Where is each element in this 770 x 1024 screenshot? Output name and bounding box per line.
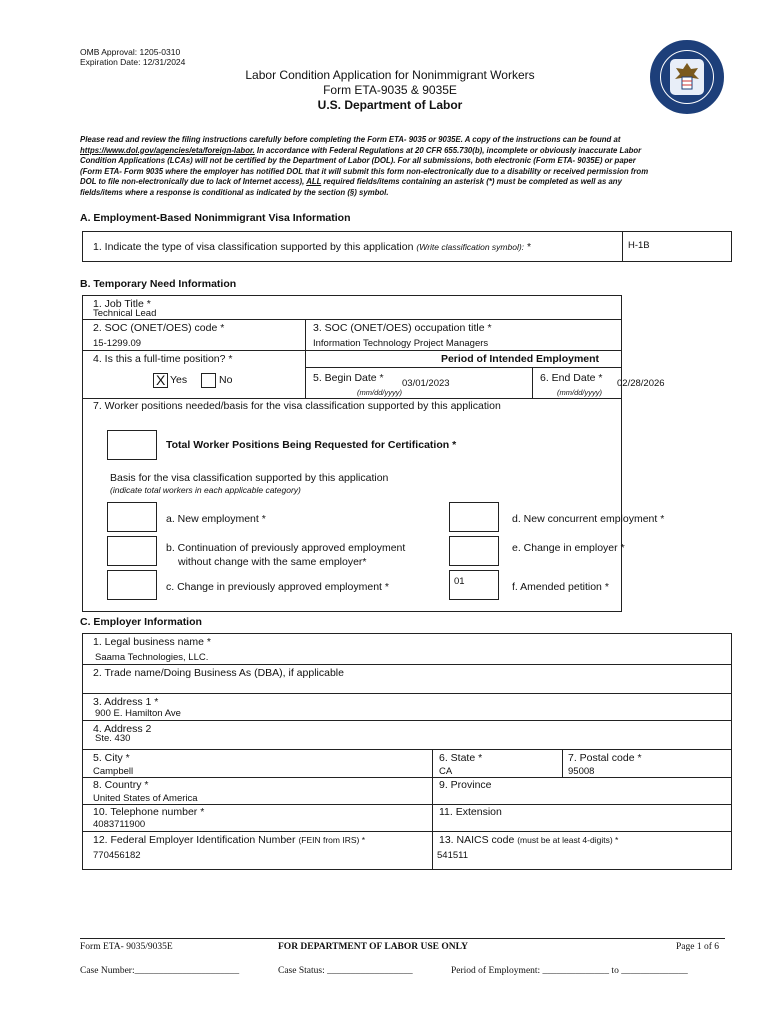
dba-label: 2. Trade name/Doing Business As (DBA), if applicable (93, 667, 344, 679)
fein-label-star: * (359, 835, 366, 845)
basis-label: Basis for the visa classification supported by this application (110, 472, 389, 484)
extension-label: 11. Extension (439, 806, 502, 818)
begin-date-hint: (mm/dd/yyyy) (357, 388, 402, 397)
address2-label: 4. Address 2 (93, 723, 152, 735)
new-concurrent-field[interactable] (449, 502, 499, 532)
instructions-all: ALL (306, 177, 322, 186)
total-positions-label: Total Worker Positions Being Requested for Certification * (166, 439, 457, 451)
begin-date-field[interactable]: 03/01/2023 (402, 378, 450, 389)
end-date-label: 6. End Date * (540, 372, 603, 384)
yes-checkmark: X (156, 372, 166, 388)
footer-page-number: Page 1 of 6 (676, 942, 720, 952)
telephone-field[interactable]: 4083711900 (93, 819, 146, 830)
naics-field[interactable]: 541511 (437, 850, 468, 861)
section-a-heading: A. Employment-Based Nonimmigrant Visa Information (80, 212, 351, 224)
postal-code-field[interactable]: 95008 (568, 766, 595, 777)
fein-label (93, 834, 365, 846)
footer-case-status: Case Status: __________________ (278, 966, 413, 976)
change-employer-label: e. Change in employer * (512, 542, 625, 554)
amended-petition-value: 01 (454, 576, 465, 587)
country-label: 8. Country * (93, 779, 149, 791)
period-heading: Period of Intended Employment (440, 353, 600, 365)
expiration-date: Expiration Date: 12/31/2024 (80, 57, 186, 67)
instructions (80, 135, 730, 198)
end-date-hint: (mm/dd/yyyy) (557, 388, 602, 397)
footer-dol-use: FOR DEPARTMENT OF LABOR USE ONLY (278, 942, 468, 952)
yes-label: Yes (170, 374, 188, 386)
instructions-line: Please read and review the filing instructions carefully before completing the Form ETA- 9035 or 9035E. A copy of the instructions can be found at (80, 135, 621, 144)
naics-label (439, 834, 618, 846)
address2-field[interactable]: Ste. 430 (95, 733, 131, 744)
province-label: 9. Province (439, 779, 492, 791)
omb-approval: OMB Approval: 1205-0310 (80, 47, 181, 57)
change-employer-field[interactable] (449, 536, 499, 566)
instructions-line (80, 146, 730, 157)
fein-field[interactable]: 770456182 (93, 850, 141, 861)
naics-label-hint: (must be at least 4-digits) (517, 835, 613, 845)
form-title: Labor Condition Application for Nonimmigrant Workers (245, 68, 535, 82)
visa-label-text: 1. Indicate the type of visa classification supported by this application (93, 241, 414, 253)
fulltime-yes-checkbox[interactable] (153, 373, 168, 388)
footer-period: Period of Employment: ______________ to ______________ (451, 966, 688, 976)
legal-name-label: 1. Legal business name * (93, 636, 211, 648)
city-field[interactable]: Campbell (93, 766, 134, 777)
fulltime-no-checkbox[interactable] (201, 373, 216, 388)
continuation-label-2: without change with the same employer* (178, 556, 367, 568)
new-concurrent-label: d. New concurrent employment * (512, 513, 665, 525)
worker-positions-label: 7. Worker positions needed/basis for the visa classification supported by this application (93, 400, 501, 412)
instructions-link[interactable]: https://www.dol.gov/agencies/eta/foreign-labor. (80, 145, 255, 155)
basis-hint: (indicate total workers in each applicable category) (110, 485, 301, 495)
instructions-line (80, 177, 730, 188)
change-approved-field[interactable] (107, 570, 157, 600)
soc-code-field[interactable]: 15-1299.09 (93, 338, 142, 349)
city-label: 5. City * (93, 752, 130, 764)
instructions-line: (Form ETA- Form 9035 where the employer has notified DOL that it will submit this form non-electronically due to a disability or received permission from (80, 166, 649, 176)
section-c-heading: C. Employer Information (80, 616, 202, 628)
section-b-heading: B. Temporary Need Information (80, 278, 237, 290)
amended-petition-field[interactable] (449, 570, 499, 600)
fein-label-text: 12. Federal Employer Identification Number (93, 834, 296, 846)
postal-code-label: 7. Postal code * (568, 752, 642, 764)
visa-classification-field[interactable]: H-1B (628, 240, 650, 251)
continuation-field[interactable] (107, 536, 157, 566)
state-label: 6. State * (439, 752, 483, 764)
job-title-field[interactable]: Technical Lead (93, 308, 157, 319)
visa-label-star: * (524, 241, 532, 253)
job-title-label: 1. Job Title * (93, 298, 151, 310)
soc-title-label: 3. SOC (ONET/OES) occupation title * (313, 322, 492, 334)
amended-petition-label: f. Amended petition * (512, 581, 609, 593)
change-approved-label: c. Change in previously approved employment * (166, 581, 389, 593)
instructions-text: DOL to file non-electronically due to lack of Internet access), (80, 177, 305, 186)
department-name: U.S. Department of Labor (317, 98, 463, 112)
naics-label-star: * (612, 835, 619, 845)
soc-code-label: 2. SOC (ONET/OES) code * (93, 322, 225, 334)
instructions-line: fields/items where a response is conditional as indicated by the section (§) symbol. (80, 187, 389, 197)
country-field[interactable]: United States of America (93, 793, 198, 804)
instructions-text: In accordance with Federal Regulations at 20 CFR 655.730(b), incomplete or obviously inaccurate Labor (254, 145, 642, 155)
fein-label-hint: (FEIN from IRS) (298, 835, 360, 845)
form-number: Form ETA-9035 & 9035E (323, 83, 457, 97)
new-employment-label: a. New employment * (166, 513, 266, 525)
visa-label-hint: (Write classification symbol): (416, 242, 525, 252)
dol-seal-icon (650, 40, 724, 114)
address1-label: 3. Address 1 * (93, 696, 159, 708)
fulltime-label: 4. Is this a full-time position? * (93, 353, 233, 365)
visa-classification-label (93, 241, 531, 253)
no-label: No (219, 374, 233, 386)
new-employment-field[interactable] (107, 502, 157, 532)
legal-name-field[interactable]: Saama Technologies, LLC. (95, 652, 209, 663)
naics-label-text: 13. NAICS code (439, 834, 515, 846)
end-date-field[interactable]: 02/28/2026 (617, 378, 665, 389)
footer-case-number: Case Number:______________________ (80, 966, 240, 976)
soc-title-field[interactable]: Information Technology Project Managers (313, 338, 489, 349)
instructions-line: Condition Applications (LCAs) will not be certified by the Department of Labor (DOL). For all submissions, both electronic (Form ETA- 9035E) or paper (80, 156, 636, 165)
instructions-text: required fields/items containing an asterisk (*) must be completed as well as any (321, 177, 622, 186)
state-field[interactable]: CA (439, 766, 453, 777)
begin-date-label: 5. Begin Date * (313, 372, 384, 384)
total-positions-field[interactable] (107, 430, 157, 460)
telephone-label: 10. Telephone number * (93, 806, 205, 818)
footer-form-id: Form ETA- 9035/9035E (80, 942, 173, 952)
address1-field[interactable]: 900 E. Hamilton Ave (95, 708, 181, 719)
continuation-label: b. Continuation of previously approved employment (166, 542, 406, 554)
